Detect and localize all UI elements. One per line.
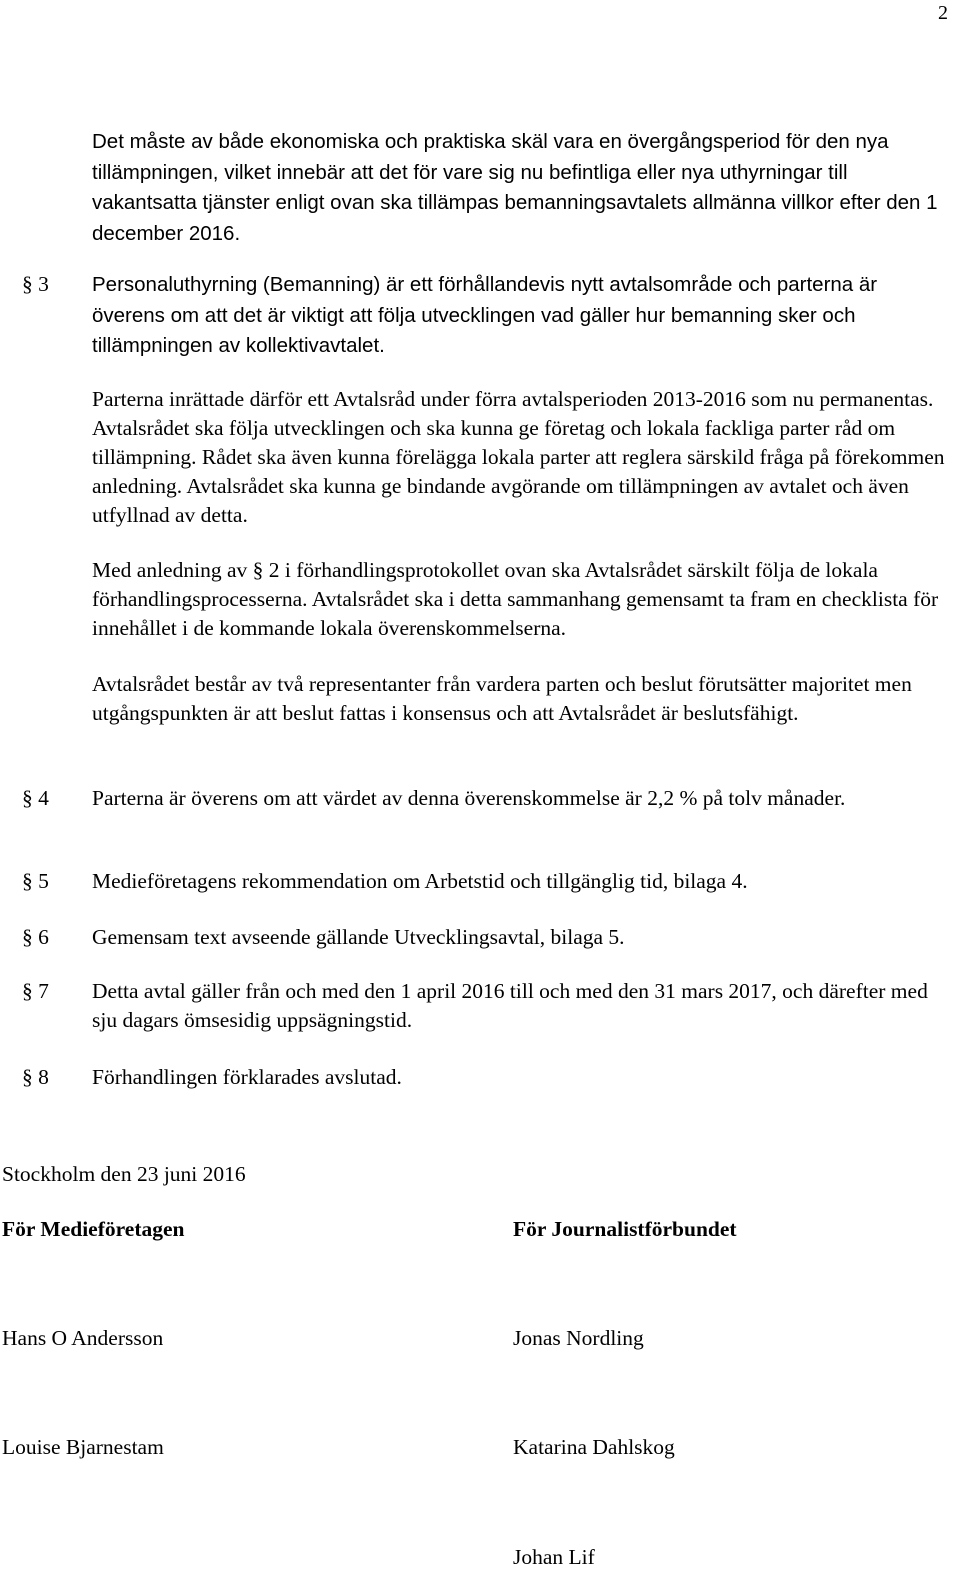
signatory-name: Katarina Dahlskog [513, 1435, 675, 1459]
signatory-name: Hans O Andersson [2, 1326, 164, 1350]
place-date: Stockholm den 23 juni 2016 [2, 1162, 246, 1186]
section-5-paragraph: Medieföretagens rekommendation om Arbetstid och tillgänglig tid, bilaga 4. [92, 869, 748, 893]
signatory-name: Louise Bjarnestam [2, 1435, 164, 1459]
section-5-marker: § 5 [22, 869, 49, 893]
section-7-marker: § 7 [22, 979, 49, 1003]
section-3-paragraph-2: Parterna inrättade därför ett Avtalsråd under förra avtalsperioden 2013-2016 som nu permanentas. Avtalsrådet ska följa utvecklingen och ska kunna ge företag och lokala fackliga parter råd om tillämpning. Rådet ska även kunna förelägga lokala parter att reglera särskild fråga på förekommen anledning. Avtalsrådet ska kunna ge bindande avgörande om tillämpningen av avtalet och även utfyllnad av detta. [92, 387, 945, 527]
section-4-marker: § 4 [22, 786, 49, 810]
intro-paragraph: Det måste av både ekonomiska och praktiska skäl vara en övergångsperiod för den nya tillämpningen, vilket innebär att det för vare sig nu befintliga eller nya uthyrningar till vakantsatta tjänster enligt ovan ska tillämpas bemanningsavtalets allmänna villkor efter den 1 december 2016. [92, 130, 938, 245]
section-6-marker: § 6 [22, 925, 49, 949]
section-7-paragraph: Detta avtal gäller från och med den 1 april 2016 till och med den 31 mars 2017, och därefter med sju dagars ömsesidig uppsägningstid. [92, 979, 928, 1032]
page-number: 2 [938, 2, 948, 24]
signatory-name: Jonas Nordling [513, 1326, 644, 1350]
section-8-marker: § 8 [22, 1065, 49, 1089]
right-party-heading: För Journalistförbundet [513, 1217, 737, 1241]
left-party-heading: För Medieföretagen [2, 1217, 185, 1241]
section-3-paragraph-4: Avtalsrådet består av två representanter från vardera parten och beslut förutsätter majoritet men utgångspunkten är att beslut fattas i konsensus och att Avtalsrådet är beslutsfähigt. [92, 672, 912, 725]
signatory-name: Johan Lif [513, 1545, 595, 1569]
section-4-paragraph: Parterna är överens om att värdet av denna överenskommelse är 2,2 % på tolv månader. [92, 786, 846, 810]
section-3-paragraph-3: Med anledning av § 2 i förhandlingsprotokollet ovan ska Avtalsrådet särskilt följa de lokala förhandlingsprocesserna. Avtalsrådet ska i detta sammanhang gemensamt ta fram en checklista för innehållet i de kommande lokala överenskommelserna. [92, 558, 939, 640]
section-6-paragraph: Gemensam text avseende gällande Utvecklingsavtal, bilaga 5. [92, 925, 625, 949]
section-8-paragraph: Förhandlingen förklarades avslutad. [92, 1065, 402, 1089]
section-3-paragraph-1: Personaluthyrning (Bemanning) är ett förhållandevis nytt avtalsområde och parterna är överens om att det är viktigt att följa utvecklingen vad gäller hur bemanning sker och tillämpningen av kollektivavtalet. [92, 273, 878, 357]
section-3-marker: § 3 [22, 272, 49, 296]
